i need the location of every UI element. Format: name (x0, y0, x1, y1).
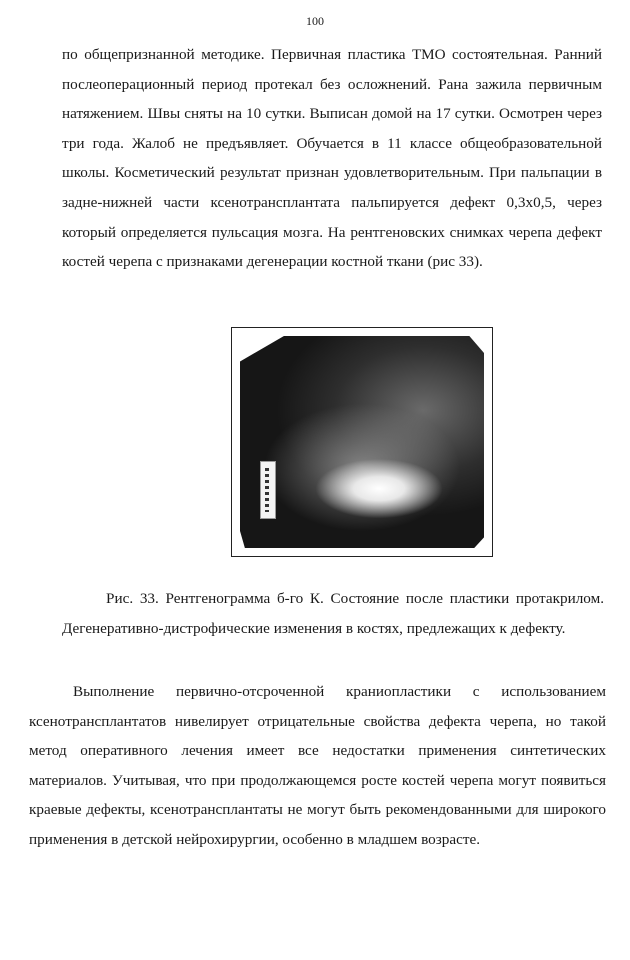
figure-33-frame (231, 327, 493, 557)
body-paragraph-1: по общепризнанной методике. Первичная пластика ТМО состоятельная. Ранний послеоперационный период протекал без осложнений. Рана зажила первичным натяжением. Швы сняты на 10 сутки. Выписан домой на 17 сутки. Осмотрен через три года. Жалоб не предъявляет. Обучается в 11 классе общеобразовательной школы. Косметический результат признан удовлетворительным. При пальпации в задне-нижней части ксенотрансплантата пальпируется дефект 0,3х0,5, через который определяется пульсация мозга. На рентгеновских снимках черепа дефект костей черепа с признаками дегенерации костной ткани (рис 33). (62, 46, 602, 271)
figure-caption: Рис. 33. Рентгенограмма б-го К. Состояние после пластики протакрилом. Дегенеративно-дистрофические изменения в костях, предлежащих к дефекту. (62, 590, 604, 637)
page-number: 100 (306, 14, 324, 28)
body-paragraph-2: Выполнение первично-отсроченной краниопластики с использованием ксенотрансплантатов нивелирует отрицательные свойства дефекта черепа, но такой метод оперативного лечения имеет все недостатки применения синтетических материалов. Учитывая, что при продолжающемся росте костей черепа могут появиться краевые дефекты, ксенотрансплантаты не могут быть рекомендованными для широкого применения в детской нейрохирургии, особенно в младшем возрасте. (29, 683, 606, 848)
xray-film-label (260, 461, 276, 519)
xray-image (240, 336, 484, 548)
